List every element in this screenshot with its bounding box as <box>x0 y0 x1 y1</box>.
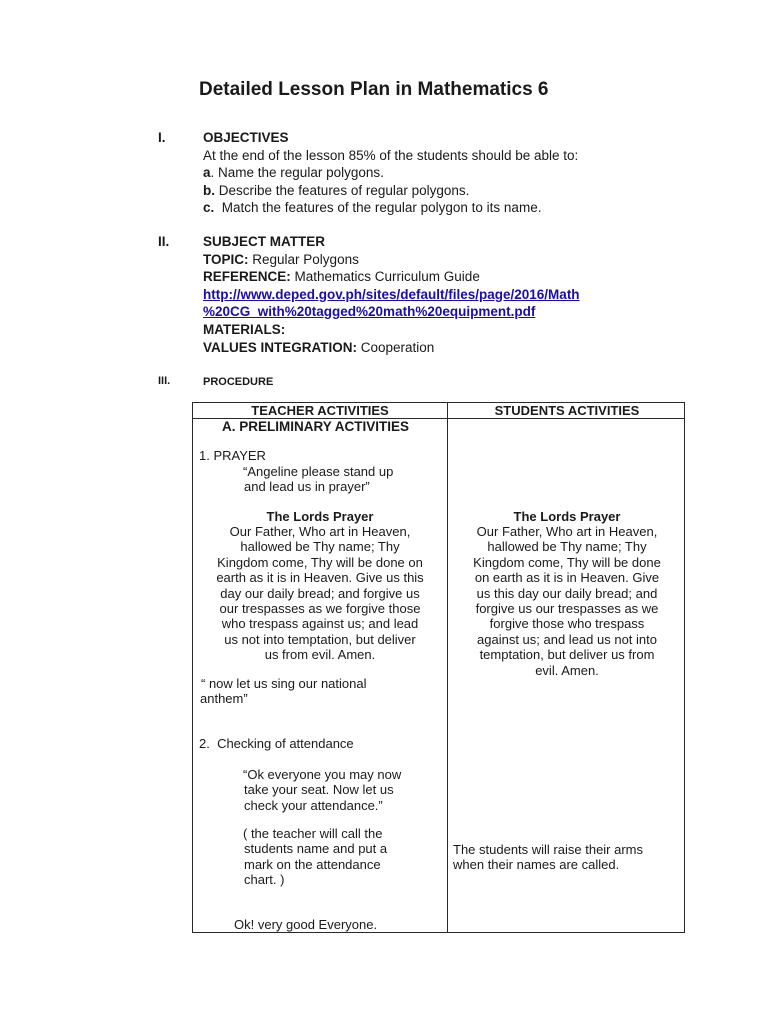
objective-item-a <box>203 164 578 182</box>
values-line <box>203 339 580 357</box>
objective-item-b <box>203 182 578 200</box>
student-prayer-line: forgive those who trespass <box>489 616 645 632</box>
section-number-procedure: III. <box>158 375 171 387</box>
anthem-instruction-line-2: anthem” <box>200 691 248 706</box>
teacher-prayer-line: earth as it is in Heaven. Give us this <box>216 570 424 586</box>
prayer-instruction-line-1: “Angeline please stand up <box>243 464 394 479</box>
preliminary-activities-heading: A. PRELIMINARY ACTIVITIES <box>222 419 410 434</box>
procedure-section <box>203 374 273 392</box>
teacher-prayer-line: day our daily bread; and forgive us <box>220 585 420 601</box>
materials-label: MATERIALS: <box>203 321 286 337</box>
header-students-activities: STUDENTS ACTIVITIES <box>494 403 640 418</box>
attendance-quote-line: “Ok everyone you may now <box>243 767 402 782</box>
activities-table <box>192 402 685 933</box>
reference-line <box>203 268 580 286</box>
teacher-prayer-line: Kingdom come, Thy will be done on <box>217 554 423 570</box>
reference-link-line-2[interactable]: %20CG_with%20tagged%20math%20equipment.pdf <box>203 304 536 320</box>
attendance-quote-line: check your attendance.” <box>244 797 383 813</box>
procedure-heading: PROCEDURE <box>203 376 274 388</box>
values-value: Cooperation <box>357 339 435 355</box>
objectives-intro: At the end of the lesson 85% of the students should be able to: <box>203 147 579 163</box>
section-number-objectives: I. <box>158 130 166 145</box>
student-prayer-line: against us; and lead us not into <box>477 631 657 647</box>
teacher-prayer-line: Our Father, Who art in Heaven, <box>229 524 411 539</box>
reference-link-line-1[interactable]: http://www.deped.gov.ph/sites/default/files/page/2016/Math <box>203 286 580 302</box>
teacher-prayer-line: us from evil. Amen. <box>264 647 376 663</box>
closing-remark: Ok! very good Everyone. <box>234 917 378 932</box>
prayer-instruction-line-2: and lead us in prayer” <box>244 479 370 494</box>
student-prayer-line: us this day our daily bread; and <box>476 585 658 601</box>
objective-letter-c: c. <box>203 200 215 216</box>
values-label: VALUES INTEGRATION: <box>203 339 357 355</box>
objective-letter-b: b. <box>203 182 215 198</box>
teacher-lords-prayer-title: The Lords Prayer <box>266 509 374 524</box>
student-response-line: The students will raise their arms <box>453 842 644 857</box>
section-number-subject-matter: II. <box>158 234 170 249</box>
teacher-note-line: ( the teacher will call the <box>243 826 383 841</box>
student-response-line: when their names are called. <box>453 857 620 873</box>
teacher-prayer-line: who trespass against us; and lead <box>221 616 419 632</box>
student-prayer-line: temptation, but deliver us from <box>479 647 655 663</box>
objective-text-c: Match the features of the regular polygon to its name. <box>214 200 542 216</box>
teacher-prayer-line: us not into temptation, but deliver <box>224 631 416 647</box>
page-title: Detailed Lesson Plan in Mathematics 6 <box>199 79 549 100</box>
teacher-prayer-line: hallowed be Thy name; Thy <box>240 539 400 555</box>
teacher-note-line: students name and put a <box>244 841 388 857</box>
topic-line <box>203 251 580 269</box>
header-teacher-activities: TEACHER ACTIVITIES <box>251 403 389 418</box>
reference-value: Mathematics Curriculum Guide <box>290 269 480 285</box>
topic-label: TOPIC: <box>203 251 249 267</box>
objective-item-c <box>203 199 578 217</box>
attendance-item: 2. Checking of attendance <box>199 736 354 751</box>
student-prayer-line: forgive us our trespasses as we <box>475 601 659 616</box>
teacher-prayer-line: our trespasses as we forgive those <box>219 601 421 616</box>
student-prayer-line: evil. Amen. <box>535 662 599 678</box>
anthem-instruction-line-1: “ now let us sing our national <box>201 676 367 691</box>
student-prayer-line: Kingdom come, Thy will be done <box>473 554 661 570</box>
objectives-section <box>203 129 578 217</box>
objective-text-a: . Name the regular polygons. <box>210 165 384 181</box>
attendance-quote-line: take your seat. Now let us <box>244 782 394 798</box>
teacher-note-line: mark on the attendance <box>244 856 381 872</box>
topic-value: Regular Polygons <box>248 251 359 267</box>
prayer-item: 1. PRAYER <box>199 448 266 463</box>
student-prayer-line: Our Father, Who art in Heaven, <box>476 524 658 539</box>
student-prayer-line: hallowed be Thy name; Thy <box>487 539 647 555</box>
objective-text-b: Describe the features of regular polygons. <box>215 182 470 198</box>
subject-matter-section <box>203 233 580 356</box>
objective-letter-a: a <box>203 165 211 181</box>
teacher-note-line: chart. ) <box>244 872 285 888</box>
student-lords-prayer-title: The Lords Prayer <box>513 509 621 524</box>
subject-matter-heading: SUBJECT MATTER <box>203 234 326 249</box>
reference-label: REFERENCE: <box>203 269 291 285</box>
student-prayer-line: on earth as it is in Heaven. Give <box>474 570 660 586</box>
objectives-heading: OBJECTIVES <box>203 130 289 145</box>
